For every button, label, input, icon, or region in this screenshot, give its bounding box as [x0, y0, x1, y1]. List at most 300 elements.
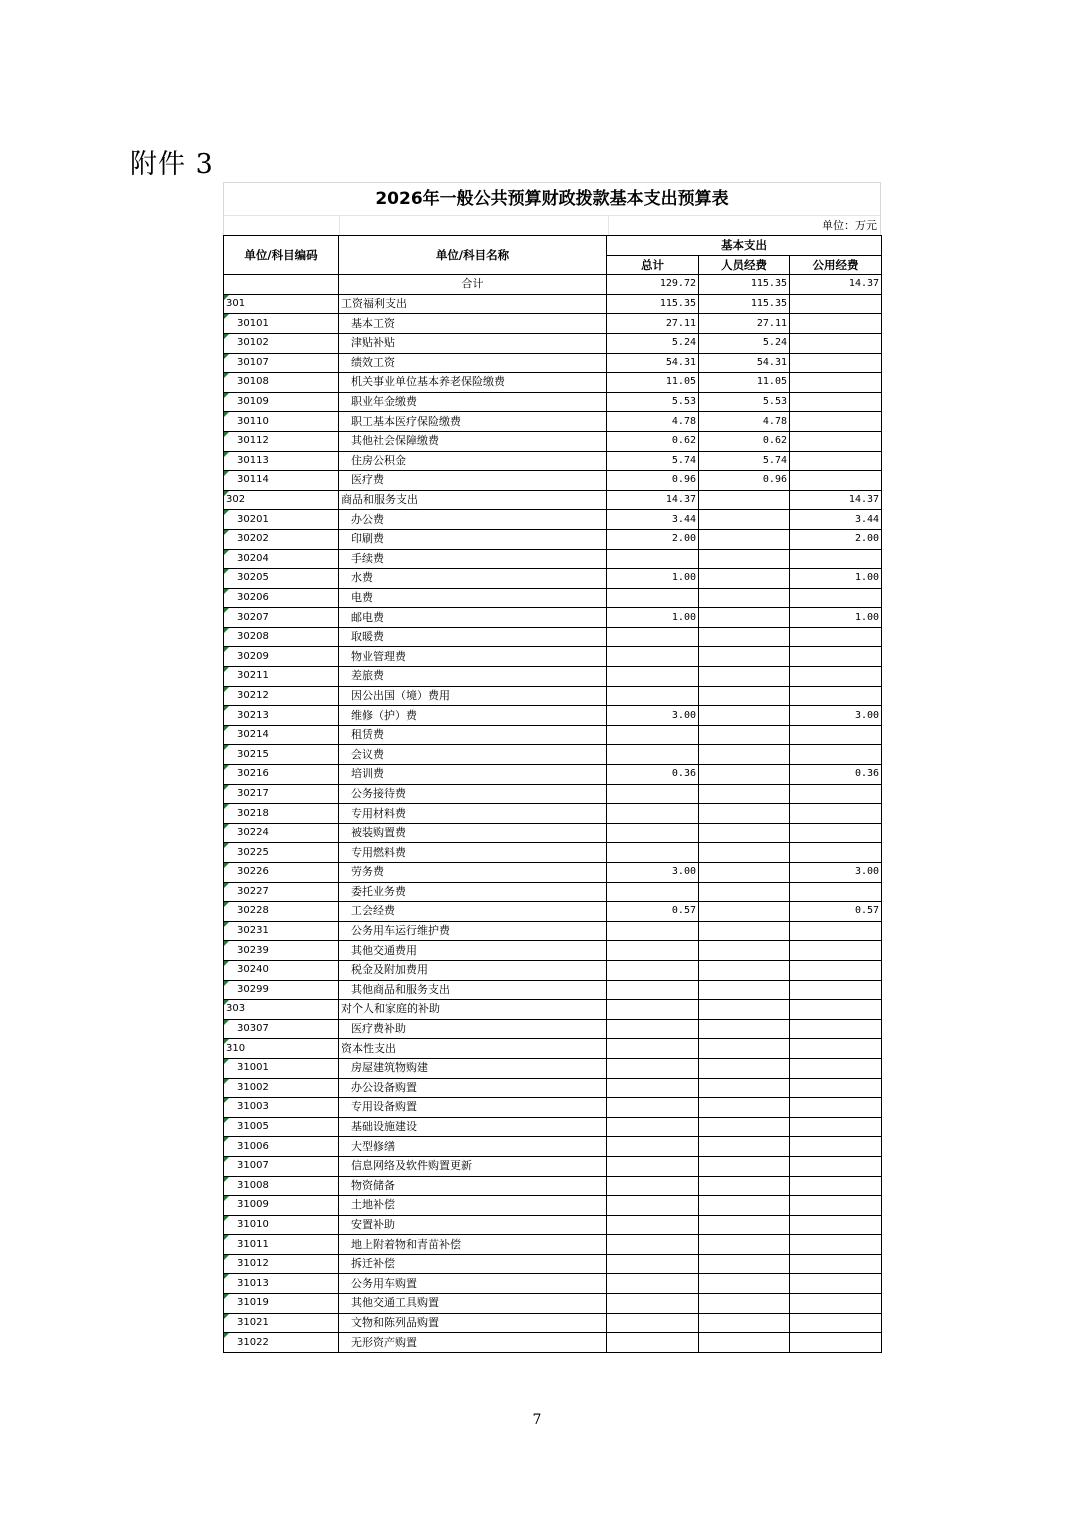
row-personnel [699, 882, 790, 902]
row-public [790, 823, 882, 843]
row-code: 30205 [224, 569, 339, 589]
row-code: 30239 [224, 941, 339, 961]
table-row [224, 1196, 882, 1216]
row-personnel [699, 569, 790, 589]
row-total [607, 784, 699, 804]
row-personnel: 5.24 [699, 333, 790, 353]
row-code: 30224 [224, 823, 339, 843]
row-public: 1.00 [790, 608, 882, 628]
row-personnel: 0.96 [699, 471, 790, 491]
row-name: 基础设施建设 [339, 1117, 607, 1137]
row-public [790, 1019, 882, 1039]
row-total [607, 1098, 699, 1118]
row-personnel: 5.53 [699, 392, 790, 412]
row-name: 取暖费 [339, 627, 607, 647]
row-name: 地上附着物和青苗补偿 [339, 1235, 607, 1255]
row-personnel [699, 1333, 790, 1353]
row-total: 1.00 [607, 608, 699, 628]
row-code: 30112 [224, 431, 339, 451]
row-name: 劳务费 [339, 863, 607, 883]
table-row [224, 333, 882, 353]
row-personnel [699, 1039, 790, 1059]
row-public [790, 1078, 882, 1098]
row-total [607, 686, 699, 706]
row-public [790, 843, 882, 863]
row-public [790, 373, 882, 393]
row-name: 专用材料费 [339, 804, 607, 824]
table-row [224, 529, 882, 549]
row-name: 安置补助 [339, 1215, 607, 1235]
row-personnel [699, 921, 790, 941]
row-total: 1.00 [607, 569, 699, 589]
row-total: 27.11 [607, 314, 699, 334]
row-code: 30202 [224, 529, 339, 549]
table-row [224, 490, 882, 510]
unit-label: 单位：万元 [822, 219, 877, 232]
row-personnel [699, 843, 790, 863]
row-personnel [699, 647, 790, 667]
row-code: 310 [224, 1039, 339, 1059]
row-total: 3.00 [607, 863, 699, 883]
row-code: 30108 [224, 373, 339, 393]
unit-row [223, 215, 881, 235]
row-total: 115.35 [607, 294, 699, 314]
row-code: 30102 [224, 333, 339, 353]
row-code: 30218 [224, 804, 339, 824]
row-name: 税金及附加费用 [339, 960, 607, 980]
table-row [224, 980, 882, 1000]
row-name: 机关事业单位基本养老保险缴费 [339, 373, 607, 393]
table-row [224, 1019, 882, 1039]
table-row [224, 471, 882, 491]
row-public: 3.00 [790, 863, 882, 883]
row-public: 2.00 [790, 529, 882, 549]
total-code-cell [224, 275, 339, 295]
row-total [607, 588, 699, 608]
row-personnel [699, 1176, 790, 1196]
table-row [224, 1176, 882, 1196]
row-personnel [699, 510, 790, 530]
row-total [607, 1333, 699, 1353]
row-total [607, 1117, 699, 1137]
row-public: 0.36 [790, 765, 882, 785]
total-row [224, 275, 882, 295]
row-code: 30307 [224, 1019, 339, 1039]
row-public [790, 412, 882, 432]
table-row [224, 431, 882, 451]
row-code: 31022 [224, 1333, 339, 1353]
row-public [790, 1254, 882, 1274]
total-sum: 129.72 [607, 275, 699, 295]
row-total [607, 980, 699, 1000]
row-code: 302 [224, 490, 339, 510]
header-row [224, 236, 882, 256]
row-name: 因公出国（境）费用 [339, 686, 607, 706]
row-personnel [699, 1215, 790, 1235]
table-row [224, 941, 882, 961]
total-personnel: 115.35 [699, 275, 790, 295]
row-total: 5.74 [607, 451, 699, 471]
row-total [607, 667, 699, 687]
table-row [224, 706, 882, 726]
table-row [224, 412, 882, 432]
row-total [607, 843, 699, 863]
header-code: 单位/科目编码 [224, 236, 339, 275]
table-row [224, 314, 882, 334]
table-row [224, 765, 882, 785]
row-personnel [699, 706, 790, 726]
row-total: 0.57 [607, 902, 699, 922]
row-personnel [699, 1137, 790, 1157]
row-code: 31006 [224, 1137, 339, 1157]
row-code: 30209 [224, 647, 339, 667]
row-code: 30299 [224, 980, 339, 1000]
row-total [607, 647, 699, 667]
row-total [607, 1078, 699, 1098]
row-public: 14.37 [790, 490, 882, 510]
row-name: 工资福利支出 [339, 294, 607, 314]
row-name: 物业管理费 [339, 647, 607, 667]
row-total: 0.36 [607, 765, 699, 785]
row-public [790, 1176, 882, 1196]
table-row [224, 1098, 882, 1118]
row-public [790, 1000, 882, 1020]
table-row [224, 588, 882, 608]
row-name: 会议费 [339, 745, 607, 765]
row-personnel [699, 980, 790, 1000]
row-name: 工会经费 [339, 902, 607, 922]
table-row [224, 1274, 882, 1294]
row-name: 其他社会保障缴费 [339, 431, 607, 451]
table-row [224, 510, 882, 530]
row-public [790, 1235, 882, 1255]
row-public [790, 1196, 882, 1216]
row-name: 住房公积金 [339, 451, 607, 471]
row-total: 4.78 [607, 412, 699, 432]
row-code: 30208 [224, 627, 339, 647]
row-public [790, 294, 882, 314]
row-public [790, 471, 882, 491]
header-total: 总计 [607, 255, 699, 275]
row-total [607, 1039, 699, 1059]
row-personnel [699, 490, 790, 510]
row-personnel [699, 1235, 790, 1255]
row-name: 邮电费 [339, 608, 607, 628]
row-personnel: 5.74 [699, 451, 790, 471]
row-personnel [699, 1196, 790, 1216]
row-total [607, 1196, 699, 1216]
row-total [607, 1313, 699, 1333]
table-row [224, 784, 882, 804]
row-public [790, 353, 882, 373]
row-public [790, 588, 882, 608]
row-public [790, 667, 882, 687]
row-public [790, 333, 882, 353]
row-public [790, 451, 882, 471]
row-total: 11.05 [607, 373, 699, 393]
row-total: 0.62 [607, 431, 699, 451]
row-total [607, 823, 699, 843]
row-public [790, 1156, 882, 1176]
row-total [607, 725, 699, 745]
table-row [224, 745, 882, 765]
table-row [224, 451, 882, 471]
row-total: 5.24 [607, 333, 699, 353]
row-personnel [699, 529, 790, 549]
row-public [790, 1333, 882, 1353]
row-personnel: 4.78 [699, 412, 790, 432]
row-total: 54.31 [607, 353, 699, 373]
row-name: 其他商品和服务支出 [339, 980, 607, 1000]
row-personnel: 11.05 [699, 373, 790, 393]
row-code: 30211 [224, 667, 339, 687]
row-total [607, 1235, 699, 1255]
row-code: 30231 [224, 921, 339, 941]
row-code: 31019 [224, 1294, 339, 1314]
row-code: 30204 [224, 549, 339, 569]
row-public [790, 960, 882, 980]
row-name: 专用设备购置 [339, 1098, 607, 1118]
row-name: 土地补偿 [339, 1196, 607, 1216]
row-personnel [699, 608, 790, 628]
table-row [224, 1215, 882, 1235]
row-public [790, 745, 882, 765]
row-public [790, 1274, 882, 1294]
row-total: 14.37 [607, 490, 699, 510]
row-public [790, 1294, 882, 1314]
table-row [224, 804, 882, 824]
row-personnel [699, 627, 790, 647]
row-code: 30214 [224, 725, 339, 745]
row-code: 31009 [224, 1196, 339, 1216]
budget-table [223, 235, 882, 1353]
row-personnel [699, 1117, 790, 1137]
row-code: 30216 [224, 765, 339, 785]
row-public [790, 1215, 882, 1235]
row-name: 租赁费 [339, 725, 607, 745]
row-name: 印刷费 [339, 529, 607, 549]
row-code: 30114 [224, 471, 339, 491]
row-code: 31005 [224, 1117, 339, 1137]
row-code: 30110 [224, 412, 339, 432]
row-name: 职业年金缴费 [339, 392, 607, 412]
table-row [224, 1137, 882, 1157]
row-code: 30226 [224, 863, 339, 883]
table-row [224, 647, 882, 667]
row-name: 水费 [339, 569, 607, 589]
table-row [224, 960, 882, 980]
row-public [790, 392, 882, 412]
row-public [790, 1098, 882, 1118]
table-row [224, 1039, 882, 1059]
table-row [224, 863, 882, 883]
row-code: 30225 [224, 843, 339, 863]
row-code: 30201 [224, 510, 339, 530]
row-code: 31010 [224, 1215, 339, 1235]
row-code: 31003 [224, 1098, 339, 1118]
row-total [607, 1000, 699, 1020]
row-total [607, 882, 699, 902]
row-name: 其他交通费用 [339, 941, 607, 961]
row-personnel: 54.31 [699, 353, 790, 373]
table-row [224, 353, 882, 373]
row-name: 信息网络及软件购置更新 [339, 1156, 607, 1176]
row-name: 基本工资 [339, 314, 607, 334]
row-total [607, 1176, 699, 1196]
header-name: 单位/科目名称 [339, 236, 607, 275]
row-public [790, 941, 882, 961]
row-total: 3.00 [607, 706, 699, 726]
row-total [607, 745, 699, 765]
row-total [607, 1156, 699, 1176]
total-public: 14.37 [790, 275, 882, 295]
row-name: 公务用车购置 [339, 1274, 607, 1294]
row-personnel [699, 1254, 790, 1274]
table-row [224, 667, 882, 687]
row-public [790, 431, 882, 451]
table-row [224, 921, 882, 941]
budget-sheet [223, 182, 881, 1353]
row-name: 差旅费 [339, 667, 607, 687]
table-row [224, 1058, 882, 1078]
table-row [224, 1294, 882, 1314]
row-total [607, 1215, 699, 1235]
row-name: 手续费 [339, 549, 607, 569]
row-name: 公务接待费 [339, 784, 607, 804]
row-public [790, 314, 882, 334]
row-personnel [699, 1019, 790, 1039]
row-personnel: 27.11 [699, 314, 790, 334]
table-row [224, 1313, 882, 1333]
header-public: 公用经费 [790, 255, 882, 275]
row-name: 办公费 [339, 510, 607, 530]
table-row [224, 902, 882, 922]
row-public: 1.00 [790, 569, 882, 589]
row-personnel [699, 549, 790, 569]
table-row [224, 392, 882, 412]
row-code: 30240 [224, 960, 339, 980]
row-personnel [699, 588, 790, 608]
row-code: 30213 [224, 706, 339, 726]
row-total [607, 1058, 699, 1078]
row-public: 3.44 [790, 510, 882, 530]
row-code: 30217 [224, 784, 339, 804]
row-public [790, 1313, 882, 1333]
row-personnel [699, 667, 790, 687]
row-name: 被装购置费 [339, 823, 607, 843]
row-code: 31013 [224, 1274, 339, 1294]
row-name: 津贴补贴 [339, 333, 607, 353]
row-personnel [699, 863, 790, 883]
row-total [607, 804, 699, 824]
row-code: 30207 [224, 608, 339, 628]
row-total [607, 549, 699, 569]
row-total: 5.53 [607, 392, 699, 412]
row-name: 委托业务费 [339, 882, 607, 902]
row-personnel [699, 784, 790, 804]
row-personnel [699, 941, 790, 961]
row-code: 31012 [224, 1254, 339, 1274]
row-code: 31002 [224, 1078, 339, 1098]
table-row [224, 882, 882, 902]
header-personnel: 人员经费 [699, 255, 790, 275]
row-code: 30215 [224, 745, 339, 765]
row-code: 31008 [224, 1176, 339, 1196]
row-personnel [699, 1294, 790, 1314]
row-name: 职工基本医疗保险缴费 [339, 412, 607, 432]
row-public [790, 627, 882, 647]
row-name: 医疗费 [339, 471, 607, 491]
table-row [224, 294, 882, 314]
row-personnel [699, 804, 790, 824]
row-personnel [699, 960, 790, 980]
row-name: 公务用车运行维护费 [339, 921, 607, 941]
row-total [607, 921, 699, 941]
row-public [790, 1058, 882, 1078]
row-personnel [699, 686, 790, 706]
row-personnel [699, 725, 790, 745]
table-row [224, 627, 882, 647]
table-row [224, 373, 882, 393]
table-row [224, 569, 882, 589]
row-public [790, 804, 882, 824]
table-row [224, 1078, 882, 1098]
row-total: 3.44 [607, 510, 699, 530]
row-personnel [699, 1098, 790, 1118]
row-personnel [699, 1000, 790, 1020]
row-personnel: 115.35 [699, 294, 790, 314]
row-total [607, 1294, 699, 1314]
row-public [790, 921, 882, 941]
table-row [224, 725, 882, 745]
row-public [790, 725, 882, 745]
row-name: 房屋建筑物购建 [339, 1058, 607, 1078]
row-name: 文物和陈列品购置 [339, 1313, 607, 1333]
row-public [790, 549, 882, 569]
row-code: 30228 [224, 902, 339, 922]
row-code: 303 [224, 1000, 339, 1020]
table-row [224, 549, 882, 569]
row-public: 0.57 [790, 902, 882, 922]
row-name: 专用燃料费 [339, 843, 607, 863]
row-name: 培训费 [339, 765, 607, 785]
row-name: 大型修缮 [339, 1137, 607, 1157]
row-personnel [699, 1313, 790, 1333]
row-personnel [699, 823, 790, 843]
row-code: 30101 [224, 314, 339, 334]
row-total [607, 1274, 699, 1294]
row-total [607, 627, 699, 647]
row-public [790, 980, 882, 1000]
row-personnel [699, 1156, 790, 1176]
row-total: 2.00 [607, 529, 699, 549]
table-row [224, 1000, 882, 1020]
table-row [224, 843, 882, 863]
row-code: 31011 [224, 1235, 339, 1255]
row-personnel [699, 1058, 790, 1078]
row-name: 办公设备购置 [339, 1078, 607, 1098]
row-name: 商品和服务支出 [339, 490, 607, 510]
table-row [224, 686, 882, 706]
table-row [224, 1333, 882, 1353]
row-code: 30113 [224, 451, 339, 471]
row-total [607, 1254, 699, 1274]
row-total [607, 1019, 699, 1039]
row-code: 31007 [224, 1156, 339, 1176]
row-total [607, 941, 699, 961]
row-public [790, 784, 882, 804]
table-row [224, 608, 882, 628]
